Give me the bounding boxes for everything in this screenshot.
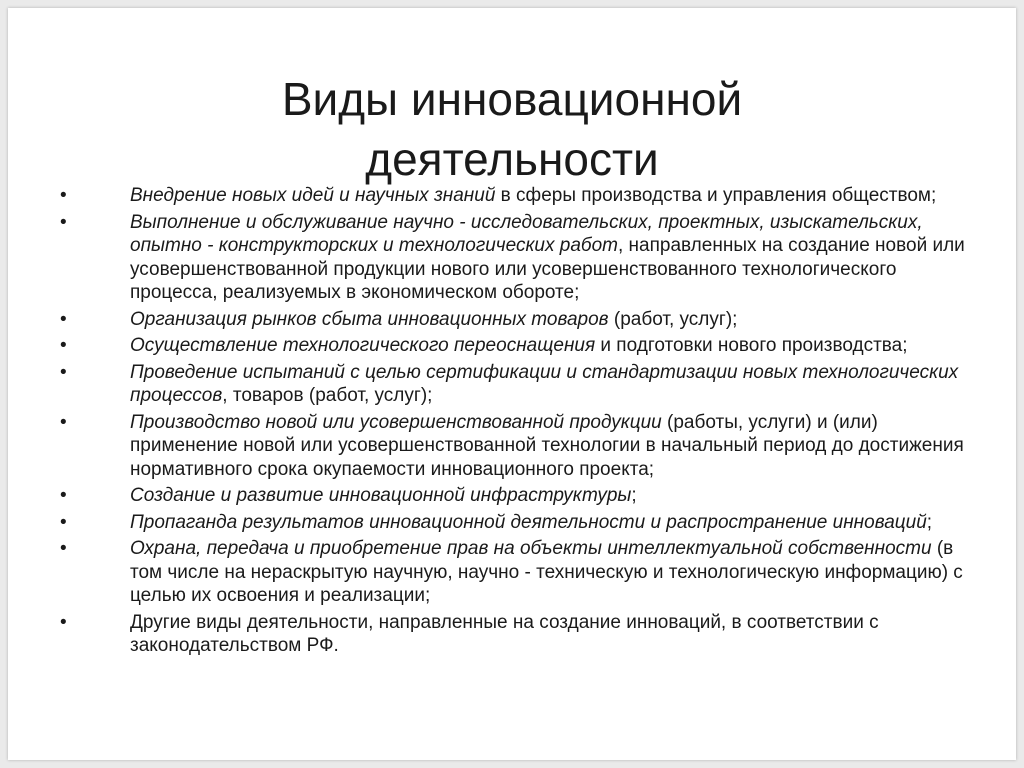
list-item-rest: (работ, услуг);	[608, 308, 738, 330]
list-item-italic: Осуществление технологического переоснащения	[130, 335, 596, 356]
list-item-italic: Производство новой или усовершенствованной продукции	[130, 411, 662, 433]
list-item-text	[130, 537, 980, 608]
list-item-rest: ;	[926, 511, 933, 533]
list-item	[60, 511, 980, 535]
list-item-rest: , товаров (работ, услуг);	[222, 385, 433, 406]
bullet-icon: •	[60, 411, 67, 433]
list-item-italic: Создание и развитие инновационной инфраструктуры	[130, 485, 632, 506]
list-item-text	[130, 184, 980, 208]
bullet-icon: •	[60, 185, 67, 206]
bullet-icon: •	[60, 485, 67, 506]
bullet-icon: •	[60, 511, 67, 533]
list-item	[60, 211, 980, 305]
list-item	[60, 184, 980, 208]
list-item-text	[130, 361, 980, 408]
bullet-icon: •	[60, 611, 67, 633]
list-item-italic: Выполнение и обслуживание научно - исследовательских, проектных, изыскательских, опытно - конструкторских и технологических работ	[130, 211, 923, 256]
list-item-rest: (в том числе на нераскрытую научную, научно - техническую и технологическую информацию) с целью их освоения и реализации;	[130, 538, 963, 606]
list-item-italic: Пропаганда результатов инновационной деятельности и распространение инноваций	[130, 511, 927, 533]
bullet-icon: •	[60, 211, 67, 233]
list-item-italic: Охрана, передача и приобретение прав на объекты интеллектуальной собственности	[130, 538, 932, 559]
list-item	[60, 611, 980, 658]
list-item-text	[130, 308, 980, 332]
list-item-italic: Организация рынков сбыта инновационных товаров	[130, 308, 609, 330]
list-item-text	[130, 211, 980, 305]
list-item-italic: Проведение испытаний с целью сертификации и стандартизации новых технологических процессов	[130, 361, 959, 406]
list-item-text	[130, 334, 980, 358]
title-line-2: деятельности	[365, 132, 659, 185]
list-item	[60, 484, 980, 508]
bullet-icon: •	[60, 335, 67, 356]
list-item-rest: , направленных на создание новой или усовершенствованной продукции нового или усовершенствованного технологического процесса, реализуемых в экономическом обороте;	[130, 235, 965, 303]
list-item-rest: ;	[631, 485, 637, 506]
list-item-rest: в сферы производства и управления обществом;	[495, 185, 937, 206]
bullet-icon: •	[60, 538, 67, 559]
list-item	[60, 361, 980, 408]
list-item-rest: (работы, услуги) и (или) применение новой или усовершенствованной технологии в начальный период до достижения нормативного срока окупаемости инновационного проекта;	[130, 411, 964, 480]
list-item	[60, 334, 980, 358]
activity-list	[60, 184, 980, 661]
bullet-icon: •	[60, 361, 67, 383]
list-item-text	[130, 411, 980, 482]
bullet-icon: •	[60, 308, 67, 330]
list-item-text	[130, 484, 980, 508]
list-item-text	[130, 611, 980, 658]
title-line-1: Виды инновационной	[281, 72, 743, 125]
page-title	[8, 69, 1016, 189]
list-item-text	[130, 511, 980, 535]
list-item-italic: Внедрение новых идей и научных знаний	[130, 185, 496, 206]
list-item-rest: и подготовки нового производства;	[595, 335, 908, 356]
list-item	[60, 411, 980, 482]
list-item-rest: Другие виды деятельности, направленные на создание инноваций, в соответствии с законодательством РФ.	[130, 611, 879, 656]
slide	[8, 8, 1016, 760]
list-item	[60, 308, 980, 332]
list-item	[60, 537, 980, 608]
